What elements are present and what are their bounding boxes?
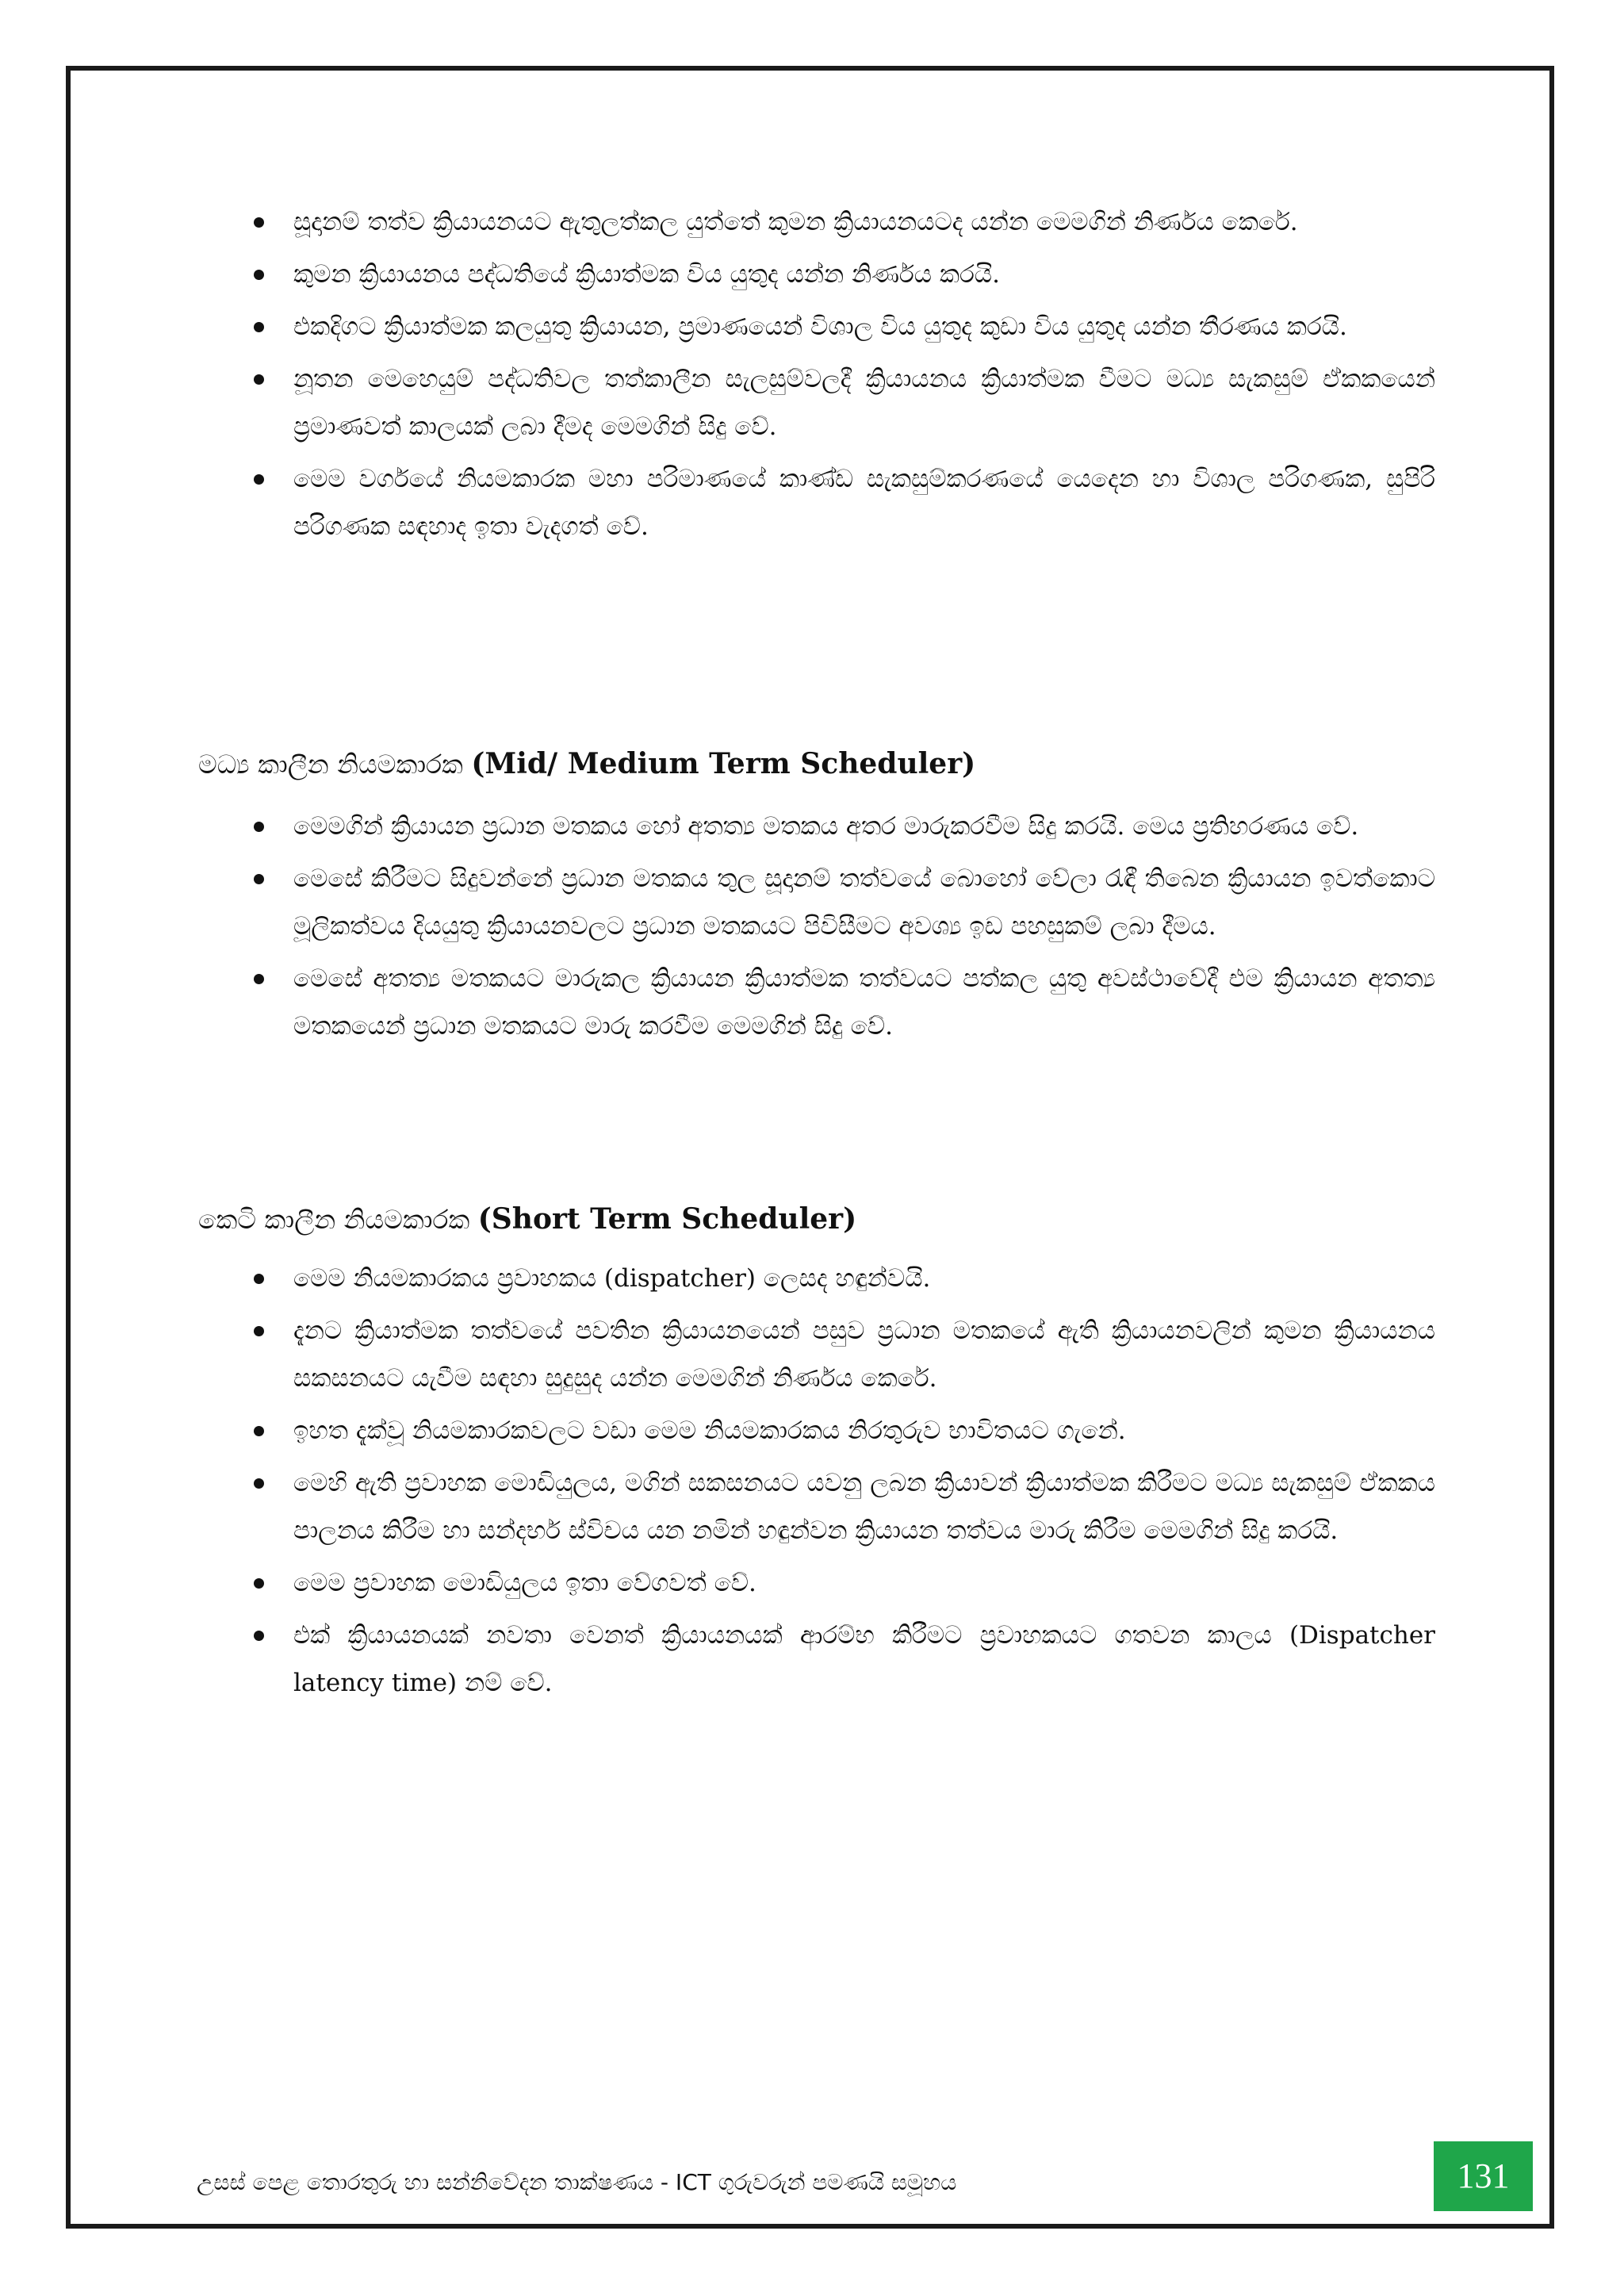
list-item bbox=[198, 1612, 1435, 1707]
bullet-icon bbox=[254, 1478, 264, 1489]
list-item bbox=[198, 1459, 1435, 1554]
page-number-badge: 131 bbox=[1434, 2141, 1533, 2211]
short-term-heading-en: (Short Term Scheduler) bbox=[477, 1202, 857, 1236]
mid-term-section bbox=[198, 803, 1435, 1055]
list-item-text: මෙම නියමකාරකය ප්‍රවාහකය (dispatcher) ලෙසද හඳුන්වයි. bbox=[293, 1264, 931, 1293]
list-item bbox=[198, 855, 1435, 950]
list-item-text: නූතන මෙහෙයුම් පද්ධතිවල තත්කාලීන සැලසුම්වලදී ක්‍රියායනය ක්‍රියාත්මක වීමට මධ්‍ය සැකසුම් ඒකකයෙන් ප්‍රමාණවත් කාලයක් ලබා දීමද මෙමගින් සිදු වේ. bbox=[293, 365, 1435, 441]
list-item bbox=[198, 1407, 1435, 1455]
list-item-text: එක් ක්‍රියායනයක් නවතා වෙනත් ක්‍රියායනයක් ආරම්භ කිරීමට ප්‍රවාහකයට ගතවන කාලය (Dispatcher latency time) නම් වේ. bbox=[293, 1621, 1435, 1697]
list-item bbox=[198, 355, 1435, 450]
list-item bbox=[198, 1559, 1435, 1607]
list-item bbox=[198, 1255, 1435, 1302]
list-item-text: කුමන ක්‍රියායනය පද්ධතියේ ක්‍රියාත්මක විය යුතුද යන්න නිර්ණය කරයි. bbox=[293, 260, 1000, 289]
short-term-heading-si: කෙටි කාලීන නියමකාරක bbox=[198, 1204, 478, 1235]
list-item bbox=[198, 803, 1435, 850]
list-item-text: මෙසේ කිරීමට සිදුවන්නේ ප්‍රධාන මතකය තුල සූදානම් තත්වයේ බොහෝ වේලා රැඳී තිබෙන ක්‍රියායන ඉවත්කොට මූලිකත්වය දියයුතු ක්‍රියායනවලට ප්‍රධාන මතකයට පිවිසීමට අවශ්‍ය ඉඩ පහසුකම් ලබා දීමය. bbox=[293, 864, 1435, 941]
bullet-icon bbox=[254, 217, 264, 228]
short-term-heading bbox=[198, 1199, 856, 1240]
short-term-bullet-list bbox=[198, 1255, 1435, 1707]
list-item-text: සූදානම් තත්ව ක්‍රියායනයට ඇතුලත්කල යුත්තේ කුමන ක්‍රියායනයටද යන්න මෙමගින් නිර්ණය කෙරේ. bbox=[293, 208, 1298, 236]
bullet-icon bbox=[254, 474, 264, 485]
bullet-icon bbox=[254, 1274, 264, 1284]
list-item-text: මෙම ප්‍රවාහක මොඩියුලය ඉතා වේගවත් වේ. bbox=[293, 1569, 756, 1597]
bullet-icon bbox=[254, 874, 264, 884]
list-item-text: මෙමගින් ක්‍රියායන ප්‍රධාන මතකය හෝ අතත්‍ය මතකය අතර මාරුකරවීම සිදු කරයි. මෙය ප්‍රතිහරණය වේ. bbox=[293, 812, 1359, 841]
footer-text: උසස් පෙළ තොරතුරු හා සන්නිවේදන තාක්ෂණය - ICT ගුරුවරුන් පමණයි සමූහය bbox=[197, 2169, 957, 2195]
list-item-text: එකදිගට ක්‍රියාත්මක කලයුතු ක්‍රියායන, ප්‍රමාණයෙන් විශාල විය යුතුද කුඩා විය යුතුද යන්න තීරණය කරයි. bbox=[293, 312, 1347, 341]
bullet-icon bbox=[254, 1326, 264, 1336]
list-item-text: මෙසේ අතත්‍ය මතකයට මාරුකල ක්‍රියායන ක්‍රියාත්මක තත්වයට පත්කල යුතු අවස්ථාවේදී එම ක්‍රියායන අතත්‍ය මතකයෙන් ප්‍රධාන මතකයට මාරු කරවීම මෙමගින් සිදු වේ. bbox=[293, 964, 1435, 1041]
intro-bullet-list bbox=[198, 198, 1435, 550]
intro-section bbox=[198, 198, 1435, 555]
bullet-icon bbox=[254, 974, 264, 984]
mid-term-heading-en: (Mid/ Medium Term Scheduler) bbox=[471, 747, 976, 780]
list-item-text: මෙහි ඇති ප්‍රවාහක මොඩියුලය, මගින් සකසනයට යවනු ලබන ක්‍රියාවන් ක්‍රියාත්මක කිරීමට මධ්‍ය සැකසුම් ඒකකය පාලනය කිරීම හා සන්දර්භ ස්විචය යන නමින් හඳුන්වන ක්‍රියායන තත්වය මාරු කිරීම මෙමගින් සිදු කරයි. bbox=[293, 1469, 1435, 1545]
list-item bbox=[198, 198, 1435, 246]
bullet-icon bbox=[254, 822, 264, 832]
mid-term-heading-si: මධ්‍ය කාලීන නියමකාරක bbox=[198, 749, 472, 780]
mid-term-heading bbox=[198, 744, 975, 784]
bullet-icon bbox=[254, 1426, 264, 1436]
list-item bbox=[198, 251, 1435, 298]
bullet-icon bbox=[254, 322, 264, 332]
mid-term-bullet-list bbox=[198, 803, 1435, 1050]
bullet-icon bbox=[254, 270, 264, 280]
list-item-text: ඉහත දැක්වූ නියමකාරකවලට වඩා මෙම නියමකාරකය නිරතුරුව භාවිතයට ගැනේ. bbox=[293, 1416, 1126, 1445]
list-item bbox=[198, 303, 1435, 351]
list-item bbox=[198, 1307, 1435, 1402]
bullet-icon bbox=[254, 1631, 264, 1641]
bullet-icon bbox=[254, 374, 264, 385]
bullet-icon bbox=[254, 1578, 264, 1589]
list-item-text: මෙම වර්ගයේ නියමකාරක මහා පරිමාණයේ කාණ්ඩ සැකසුම්කරණයේ යෙදෙන හා විශාල පරිගණක, සුපිරි පරිගණක සඳහාද ඉතා වැදගත් වේ. bbox=[293, 465, 1435, 541]
list-item bbox=[198, 455, 1435, 550]
short-term-section bbox=[198, 1255, 1435, 1711]
list-item bbox=[198, 955, 1435, 1050]
list-item-text: දැනට ක්‍රියාත්මක තත්වයේ පවතින ක්‍රියායනයෙන් පසුව ප්‍රධාන මතකයේ ඇති ක්‍රියායනවලින් කුමන ක්‍රියායනය සකසනයට යැවීම සඳහා සුදුසුද යන්න මෙමගින් නිර්ණය කෙරේ. bbox=[293, 1317, 1435, 1393]
